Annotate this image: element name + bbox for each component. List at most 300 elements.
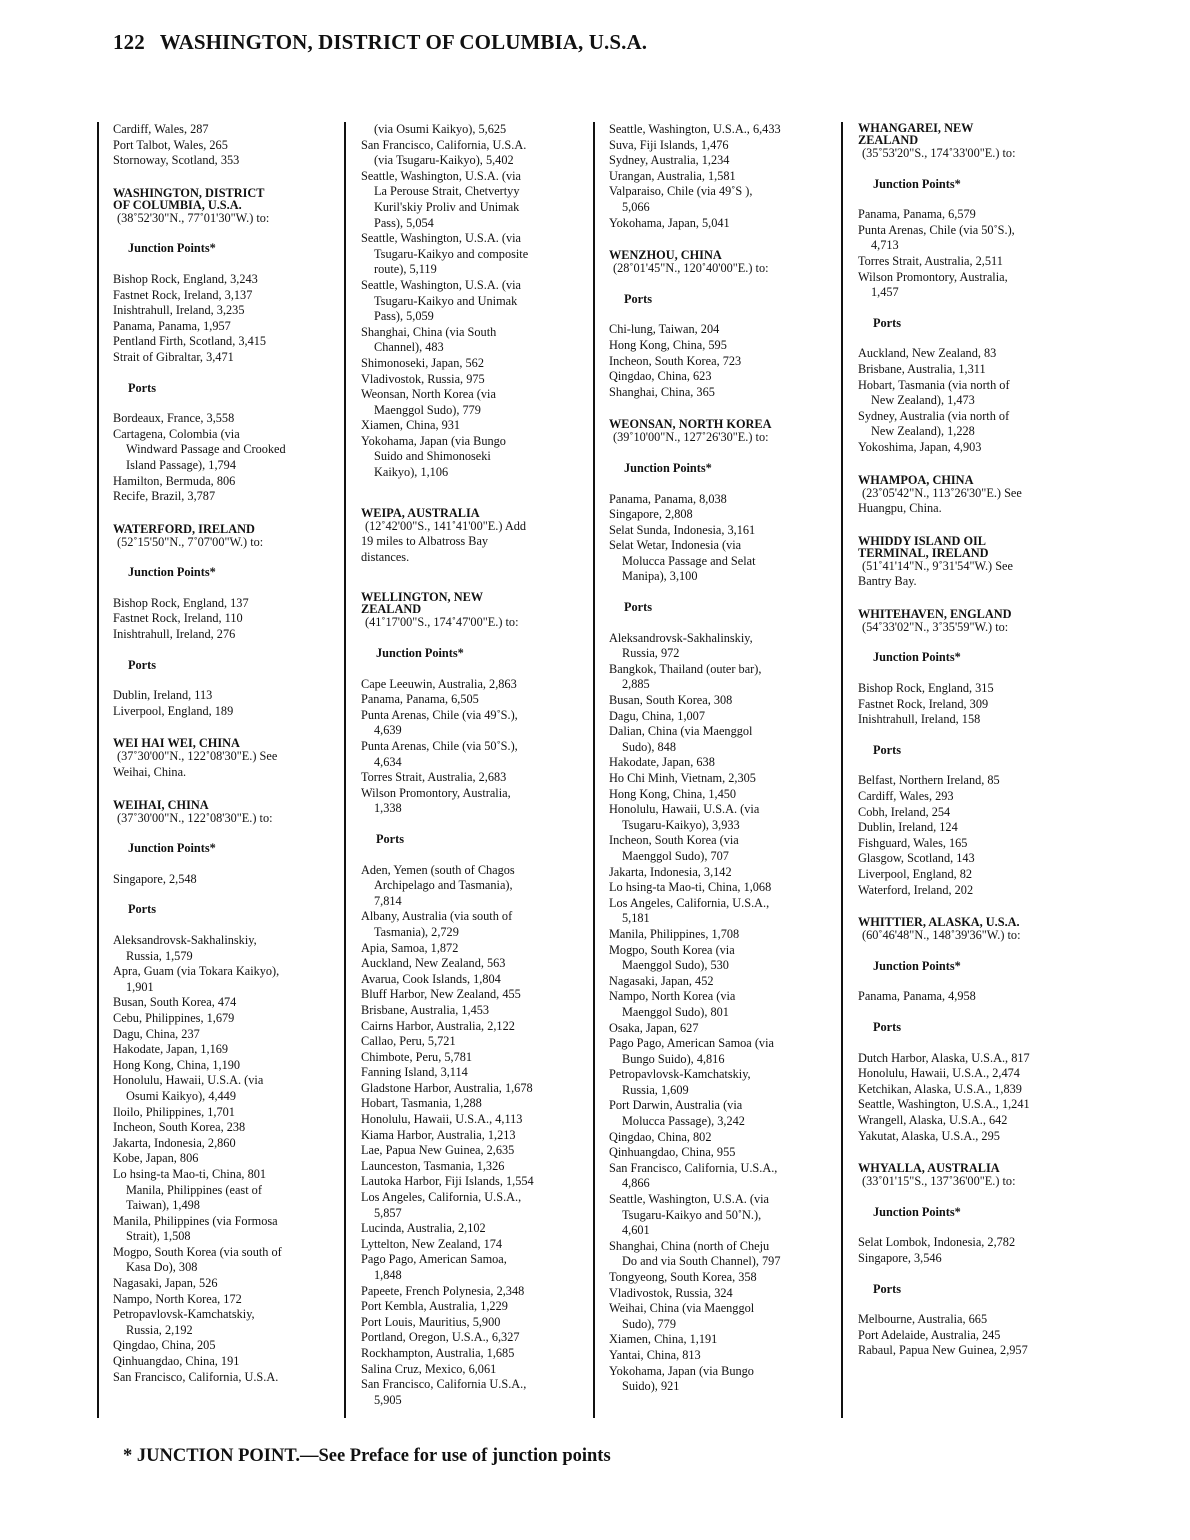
entry-heading: WASHINGTON, DISTRICT	[113, 185, 265, 200]
entry-list	[609, 122, 835, 231]
section-heading: Ports	[624, 600, 652, 615]
entry-line: Sudo), 779	[622, 1316, 676, 1331]
entry-line: Port Adelaide, Australia, 245	[858, 1327, 1001, 1342]
entry-line: Kiama Harbor, Australia, 1,213	[361, 1127, 516, 1142]
entry-line: Russia, 1,609	[622, 1082, 689, 1097]
section-heading: Ports	[128, 657, 156, 672]
entry-line: Pentland Firth, Scotland, 3,415	[113, 334, 267, 349]
entry-list	[858, 1235, 1084, 1266]
entry-heading: WHITEHAVEN, ENGLAND	[858, 606, 1012, 621]
entry-line: Cartagena, Colombia (via	[113, 426, 240, 441]
entry-line: Punta Arenas, Chile (via 49˚S.),	[361, 707, 518, 722]
entry-line: Selat Lombok, Indonesia, 2,782	[858, 1235, 1016, 1250]
entry-note: 19 miles to Albatross Bay	[361, 534, 489, 549]
entry-line: Xiamen, China, 931	[361, 418, 461, 433]
entry-line: Strait of Gibraltar, 3,471	[113, 349, 234, 364]
entry-line: Manipa), 3,100	[622, 569, 698, 584]
entry-line: La Perouse Strait, Chetvertyy	[374, 184, 520, 199]
entry-list	[113, 596, 339, 643]
entry-line: Fastnet Rock, Ireland, 110	[113, 611, 243, 626]
entry-line: Rockhampton, Australia, 1,685	[361, 1345, 515, 1360]
section-heading: Ports	[376, 831, 404, 846]
section-heading: Ports	[873, 742, 901, 757]
entry-heading: WATERFORD, IRELAND	[113, 521, 255, 536]
entry-coordinates: (38˚52'30"N., 77˚01'30"W.) to:	[117, 210, 270, 225]
entry-list	[858, 681, 1084, 728]
entry-line: Pago Pago, American Samoa (via	[609, 1036, 774, 1051]
entry-line: Bishop Rock, England, 315	[858, 681, 994, 696]
entry-line: New Zealand), 1,228	[871, 424, 975, 439]
entry-line: Sydney, Australia, 1,234	[609, 153, 730, 168]
entry-line: Incheon, South Korea (via	[609, 833, 739, 848]
entry-line: 2,885	[622, 677, 650, 692]
entry-coordinates: (51˚41'14"N., 9˚31'54"W.) See	[862, 558, 1013, 573]
section-heading: Junction Points*	[873, 958, 961, 973]
entry-line: New Zealand), 1,473	[871, 393, 975, 408]
entry-list	[361, 863, 587, 1409]
entry-line: Apra, Guam (via Tokara Kaikyo),	[113, 964, 280, 979]
entry-line: Cairns Harbor, Australia, 2,122	[361, 1018, 515, 1033]
entry-coordinates: (41˚17'00"S., 174˚47'00"E.) to:	[365, 615, 519, 630]
entry-heading: WEIHAI, CHINA	[113, 797, 209, 812]
entry-line: Incheon, South Korea, 723	[609, 353, 742, 368]
entry-line: Lyttelton, New Zealand, 174	[361, 1236, 503, 1251]
column-3	[609, 122, 835, 1395]
entry-line: Hakodate, Japan, 1,169	[113, 1042, 229, 1057]
entry-line: Iloilo, Philippines, 1,701	[113, 1104, 235, 1119]
entry-line: Wrangell, Alaska, U.S.A., 642	[858, 1112, 1008, 1127]
entry-wellington	[361, 591, 587, 1408]
entry-line: Windward Passage and Crooked	[126, 442, 286, 457]
entry-line: Manila, Philippines, 1,708	[609, 926, 740, 941]
entry-line: 5,857	[374, 1205, 402, 1220]
entry-line: Valparaiso, Chile (via 49˚S ),	[609, 184, 753, 199]
entry-line: Tsugaru-Kaikyo and 50˚N.),	[622, 1207, 762, 1222]
entry-list	[858, 207, 1084, 301]
entry-line: Suido and Shimonoseki	[374, 449, 491, 464]
entry-line: Weihai, China (via Maenggol	[609, 1301, 755, 1316]
entry-line: San Francisco, California, U.S.A.	[113, 1369, 279, 1384]
entry-line: Petropavlovsk-Kamchatskiy,	[113, 1307, 255, 1322]
entry-line: Singapore, 2,548	[113, 871, 197, 886]
entry-line: Cardiff, Wales, 293	[858, 789, 954, 804]
entry-line: Rabaul, Papua New Guinea, 2,957	[858, 1343, 1028, 1358]
section-heading: Junction Points*	[624, 460, 712, 475]
column-2	[361, 122, 587, 1408]
entry-list	[113, 688, 339, 719]
section-heading: Junction Points*	[873, 650, 961, 665]
entry-line: Bishop Rock, England, 137	[113, 595, 249, 610]
entry-line: Strait), 1,508	[126, 1229, 191, 1244]
entry-line: Fanning Island, 3,114	[361, 1065, 468, 1080]
entry-line: Hobart, Tasmania, 1,288	[361, 1096, 482, 1111]
entry-note: Huangpu, China.	[858, 501, 942, 516]
entry-line: Kasa Do), 308	[126, 1260, 198, 1275]
entry-line: Molucca Passage), 3,242	[622, 1114, 745, 1129]
entry-note: Bantry Bay.	[858, 574, 917, 589]
entry-coordinates: (37˚30'00"N., 122˚08'30"E.) to:	[117, 810, 273, 825]
entry-line: Yokohama, Japan (via Bungo	[361, 433, 506, 448]
entry-line: Kobe, Japan, 806	[113, 1151, 199, 1166]
section-heading: Ports	[624, 291, 652, 306]
entry-line: Russia, 1,579	[126, 948, 193, 963]
entry-line: Panama, Panama, 8,038	[609, 491, 727, 506]
entry-line: Ketchikan, Alaska, U.S.A., 1,839	[858, 1081, 1022, 1096]
entry-heading: TERMINAL, IRELAND	[858, 545, 989, 560]
entry-line: Bishop Rock, England, 3,243	[113, 271, 258, 286]
entry-weihai	[113, 799, 339, 1386]
entry-line: Apia, Samoa, 1,872	[361, 940, 459, 955]
entry-line: Fastnet Rock, Ireland, 3,137	[113, 287, 253, 302]
entry-line: Dutch Harbor, Alaska, U.S.A., 817	[858, 1050, 1030, 1065]
entry-line: Cape Leeuwin, Australia, 2,863	[361, 676, 517, 691]
entry-line: Busan, South Korea, 474	[113, 995, 237, 1010]
entry-line: Dagu, China, 237	[113, 1026, 200, 1041]
entry-list	[113, 933, 339, 1385]
entry-line: Honolulu, Hawaii, U.S.A., 4,113	[361, 1112, 523, 1127]
entry-line: Archipelago and Tasmania),	[374, 878, 513, 893]
entry-list	[858, 989, 1084, 1005]
entry-line: Dublin, Ireland, 124	[858, 820, 958, 835]
entry-coordinates: (35˚53'20"S., 174˚33'00"E.) to:	[862, 146, 1016, 160]
entry-line: Belfast, Northern Ireland, 85	[858, 773, 1000, 788]
entry-line: Liverpool, England, 189	[113, 703, 234, 718]
entry-coordinates: (23˚05'42"N., 113˚26'30"E.) See	[862, 485, 1022, 500]
entry-line: Sydney, Australia (via north of	[858, 408, 1010, 423]
column-rule	[97, 122, 99, 1418]
entry-heading: WHAMPOA, CHINA	[858, 472, 974, 487]
entry-list	[113, 272, 339, 366]
entry-line: Shanghai, China (north of Cheju	[609, 1238, 770, 1253]
entry-line: Mogpo, South Korea (via south of	[113, 1244, 282, 1259]
entry-line: Portland, Oregon, U.S.A., 6,327	[361, 1330, 520, 1345]
entry-line: Osumi Kaikyo), 4,449	[126, 1088, 236, 1103]
entry-line: Punta Arenas, Chile (via 50˚S.),	[361, 739, 518, 753]
entry-heading: WHYALLA, AUSTRALIA	[858, 1161, 1000, 1176]
entry-coordinates: (33˚01'15"S., 137˚36'00"E.) to:	[862, 1174, 1016, 1189]
entry-line: Osaka, Japan, 627	[609, 1020, 699, 1035]
entry-line: Tsugaru-Kaikyo and composite	[374, 246, 529, 261]
entry-line: Auckland, New Zealand, 563	[361, 956, 506, 971]
entry-waterford	[113, 523, 339, 720]
entry-list	[361, 677, 587, 817]
entry-line: Xiamen, China, 1,191	[609, 1332, 718, 1347]
section-heading: Ports	[873, 1019, 901, 1034]
entry-heading: WHIDDY ISLAND OIL	[858, 533, 987, 548]
entry-line: Bluff Harbor, New Zealand, 455	[361, 987, 521, 1002]
entry-line: Torres Strait, Australia, 2,511	[858, 253, 1003, 268]
entry-washington	[113, 187, 339, 505]
entry-whittier	[858, 916, 1084, 1144]
entry-line: Channel), 483	[374, 340, 444, 355]
section-heading: Junction Points*	[128, 565, 216, 580]
entry-line: Port Louis, Mauritius, 5,900	[361, 1314, 501, 1329]
entry-line: Papeete, French Polynesia, 2,348	[361, 1283, 525, 1298]
entry-line: Shanghai, China (via South	[361, 324, 497, 339]
entry-line: Yokohama, Japan, 5,041	[609, 215, 730, 230]
entry-coordinates: (39˚10'00"N., 127˚26'30"E.) to:	[613, 430, 769, 445]
entry-line: Maenggol Sudo), 530	[622, 958, 729, 973]
entry-line: Cobh, Ireland, 254	[858, 804, 951, 819]
entry-line: Seattle, Washington, U.S.A. (via	[361, 231, 521, 246]
entry-line: Liverpool, England, 82	[858, 867, 973, 881]
entry-line: Brisbane, Australia, 1,311	[858, 361, 986, 376]
entry-line: 5,066	[622, 199, 650, 214]
column-rule	[593, 122, 595, 1418]
entry-line: Panama, Panama, 6,579	[858, 207, 976, 222]
entry-line: Punta Arenas, Chile (via 50˚S.),	[858, 222, 1015, 237]
entry-line: Brisbane, Australia, 1,453	[361, 1002, 490, 1017]
entry-line: Petropavlovsk-Kamchatskiy,	[609, 1067, 751, 1082]
entry-line: Hakodate, Japan, 638	[609, 755, 715, 770]
entry-line: San Francisco, California U.S.A.,	[361, 1377, 527, 1392]
entry-coordinates: (28˚01'45"N., 120˚40'00"E.) to:	[613, 261, 769, 276]
entry-line: Hong Kong, China, 595	[609, 337, 727, 352]
entry-list	[113, 122, 339, 169]
section-heading: Junction Points*	[128, 241, 216, 256]
entry-line: Panama, Panama, 6,505	[361, 692, 479, 707]
entry-heading: WELLINGTON, NEW	[361, 590, 484, 605]
entry-list	[113, 411, 339, 505]
entry-line: Honolulu, Hawaii, U.S.A. (via	[113, 1073, 264, 1088]
entry-line: Honolulu, Hawaii, U.S.A. (via	[609, 802, 760, 817]
entry-line: Suido), 921	[622, 1379, 680, 1394]
entry-line: Molucca Passage and Selat	[622, 553, 756, 568]
entry-line: Port Darwin, Australia (via	[609, 1098, 743, 1113]
entry-line: Dublin, Ireland, 113	[113, 688, 213, 703]
column-rule	[841, 122, 843, 1418]
entry-line: Qingdao, China, 205	[113, 1338, 216, 1353]
entry-line: Vladivostok, Russia, 324	[609, 1285, 733, 1300]
entry-line: Qinhuangdao, China, 191	[113, 1354, 240, 1369]
entry-line: Shimonoseki, Japan, 562	[361, 355, 484, 370]
entry-wei-hai-wei	[113, 737, 339, 780]
entry-list	[113, 872, 339, 888]
entry-whampoa	[858, 474, 1084, 517]
entry-line: Lucinda, Australia, 2,102	[361, 1221, 486, 1236]
entry-line: Island Passage), 1,794	[126, 457, 236, 472]
entry-line: Albany, Australia (via south of	[361, 909, 513, 924]
entry-line: Auckland, New Zealand, 83	[858, 346, 997, 361]
entry-line: Suva, Fiji Islands, 1,476	[609, 137, 729, 152]
entry-heading: WEONSAN, NORTH KOREA	[609, 417, 772, 432]
entry-line: Yakutat, Alaska, U.S.A., 295	[858, 1128, 1000, 1143]
entry-line: Lae, Papua New Guinea, 2,635	[361, 1143, 515, 1158]
entry-line: 4,713	[871, 238, 899, 253]
entry-line: Honolulu, Hawaii, U.S.A., 2,474	[858, 1066, 1020, 1081]
entry-line: 4,601	[622, 1223, 650, 1238]
section-heading: Junction Points*	[376, 646, 464, 661]
entry-line: Tasmania), 2,729	[374, 924, 459, 939]
entry-line: Fishguard, Wales, 165	[858, 835, 968, 850]
entry-line: Seattle, Washington, U.S.A., 6,433	[609, 122, 781, 136]
entry-whangarei	[858, 122, 1084, 456]
entry-line: Nagasaki, Japan, 452	[609, 973, 714, 988]
entry-line: Fastnet Rock, Ireland, 309	[858, 696, 989, 711]
entry-line: Jakarta, Indonesia, 2,860	[113, 1135, 236, 1150]
entry-heading: ZEALAND	[361, 602, 422, 617]
entry-line: Bangkok, Thailand (outer bar),	[609, 661, 762, 676]
entry-line: Sudo), 848	[622, 739, 676, 754]
section-heading: Ports	[128, 902, 156, 917]
entry-line: Los Angeles, California, U.S.A.,	[361, 1190, 522, 1205]
entry-list	[858, 1051, 1084, 1145]
entry-heading: WHANGAREI, NEW	[858, 121, 974, 135]
entry-line: Pago Pago, American Samoa,	[361, 1252, 507, 1267]
page-title: WASHINGTON, DISTRICT OF COLUMBIA, U.S.A.	[159, 30, 648, 54]
entry-line: Inishtrahull, Ireland, 158	[858, 712, 981, 727]
entry-line: Yokoshima, Japan, 4,903	[858, 439, 982, 454]
entry-line: Ho Chi Minh, Vietnam, 2,305	[609, 771, 756, 785]
entry-line: Russia, 2,192	[126, 1322, 193, 1337]
entry-line: Dalian, China (via Maenggol	[609, 724, 753, 739]
entry-line: 5,181	[622, 911, 650, 926]
entry-heading: OF COLUMBIA, U.S.A.	[113, 197, 242, 212]
entry-line: Hobart, Tasmania (via north of	[858, 377, 1010, 392]
page-header	[113, 30, 647, 55]
entry-line: San Francisco, California, U.S.A.,	[609, 1160, 778, 1175]
entry-list	[609, 631, 835, 1395]
entry-line: Singapore, 2,808	[609, 507, 693, 522]
entry-line: Avarua, Cook Islands, 1,804	[361, 971, 501, 986]
entry-line: (via Tsugaru-Kaikyo), 5,402	[374, 153, 514, 168]
entry-list	[609, 492, 835, 586]
entry-line: Hong Kong, China, 1,190	[113, 1057, 241, 1072]
entry-line: Bungo Suido), 4,816	[622, 1051, 725, 1066]
entry-whitehaven	[858, 608, 1084, 898]
entry-line: Inishtrahull, Ireland, 3,235	[113, 303, 245, 318]
entry-whiddy-island	[858, 535, 1084, 590]
entry-line: Busan, South Korea, 308	[609, 693, 733, 708]
entry-line: Aleksandrovsk-Sakhalinskiy,	[609, 630, 753, 645]
page-number: 122	[113, 30, 145, 54]
section-heading: Junction Points*	[128, 841, 216, 856]
entry-line: (via Osumi Kaikyo), 5,625	[374, 122, 507, 136]
entry-line: Jakarta, Indonesia, 3,142	[609, 864, 732, 879]
entry-line: 1,901	[126, 979, 154, 994]
entry-line: 7,814	[374, 893, 402, 908]
entry-line: Selat Sunda, Indonesia, 3,161	[609, 522, 756, 537]
entry-heading: ZEALAND	[858, 133, 919, 147]
entry-line: Aleksandrovsk-Sakhalinskiy,	[113, 933, 257, 947]
entry-coordinates: (60˚46'48"N., 148˚39'36"W.) to:	[862, 928, 1021, 943]
entry-line: Pass), 5,059	[374, 309, 434, 324]
entry-line: Glasgow, Scotland, 143	[858, 851, 975, 866]
entry-line: Launceston, Tasmania, 1,326	[361, 1158, 505, 1173]
entry-line: Selat Wetar, Indonesia (via	[609, 538, 742, 553]
entry-line: Cardiff, Wales, 287	[113, 122, 209, 136]
entry-list	[858, 773, 1084, 898]
entry-coordinates: (52˚15'50"N., 7˚07'00"W.) to:	[117, 534, 264, 549]
entry-line: Weonsan, North Korea (via	[361, 387, 496, 402]
entry-line: Melbourne, Australia, 665	[858, 1312, 988, 1327]
entry-line: Panama, Panama, 1,957	[113, 318, 231, 333]
entry-line: Chimbote, Peru, 5,781	[361, 1049, 473, 1064]
entry-heading: WEI HAI WEI, CHINA	[113, 736, 240, 751]
entry-line: Salina Cruz, Mexico, 6,061	[361, 1361, 497, 1376]
entry-line: Taiwan), 1,498	[126, 1198, 200, 1213]
entry-line: Inishtrahull, Ireland, 276	[113, 627, 236, 642]
entry-line: Seattle, Washington, U.S.A., 1,241	[858, 1097, 1030, 1112]
entry-line: Mogpo, South Korea (via	[609, 942, 735, 957]
entry-line: Dagu, China, 1,007	[609, 708, 705, 723]
entry-list	[858, 1312, 1084, 1359]
entry-line: Bordeaux, France, 3,558	[113, 411, 235, 426]
entry-line: 1,848	[374, 1268, 402, 1282]
entry-line: Aden, Yemen (south of Chagos	[361, 862, 515, 877]
entry-line: Hamilton, Bermuda, 806	[113, 473, 236, 488]
entry-line: Port Kembla, Australia, 1,229	[361, 1299, 508, 1314]
entry-line: Cebu, Philippines, 1,679	[113, 1010, 235, 1025]
entry-line: Nampo, North Korea, 172	[113, 1291, 242, 1306]
footnote: * JUNCTION POINT.—See Preface for use of junction points	[123, 1446, 611, 1466]
entry-note: Weihai, China.	[113, 765, 187, 780]
entry-line: Maenggol Sudo), 801	[622, 1004, 729, 1019]
entry-heading: WEIPA, AUSTRALIA	[361, 505, 480, 520]
entry-line: Gladstone Harbor, Australia, 1,678	[361, 1080, 533, 1095]
entry-line: Hong Kong, China, 1,450	[609, 786, 737, 801]
entry-line: San Francisco, California, U.S.A.	[361, 137, 527, 152]
entry-whyalla	[858, 1162, 1084, 1359]
section-heading: Junction Points*	[873, 1204, 961, 1219]
entry-list	[858, 346, 1084, 455]
entry-line: Qingdao, China, 623	[609, 369, 712, 384]
entry-line: Nampo, North Korea (via	[609, 989, 736, 1004]
entry-line: route), 5,119	[374, 262, 437, 277]
entry-line: 1,338	[374, 801, 402, 816]
entry-line: Recife, Brazil, 3,787	[113, 489, 216, 504]
entry-line: Kuril'skiy Proliv and Unimak	[374, 199, 520, 214]
entry-line: Maenggol Sudo), 779	[374, 402, 481, 417]
entry-line: Manila, Philippines (east of	[126, 1182, 262, 1197]
entry-line: Qingdao, China, 802	[609, 1129, 712, 1144]
entry-line: 5,905	[374, 1392, 402, 1407]
section-heading: Ports	[873, 1281, 901, 1296]
entry-wenzhou	[609, 249, 835, 400]
entry-line: Seattle, Washington, U.S.A. (via	[609, 1192, 769, 1207]
entry-line: Stornoway, Scotland, 353	[113, 153, 240, 168]
entry-line: Maenggol Sudo), 707	[622, 848, 729, 863]
entry-coordinates: (37˚30'00"N., 122˚08'30"E.) See	[117, 749, 278, 764]
entry-line: 4,866	[622, 1176, 650, 1191]
entry-line: Chi-lung, Taiwan, 204	[609, 322, 720, 337]
entry-line: Pass), 5,054	[374, 215, 434, 230]
section-heading: Ports	[128, 380, 156, 395]
section-heading: Ports	[873, 315, 901, 330]
entry-line: Seattle, Washington, U.S.A. (via	[361, 277, 521, 292]
entry-line: Tsugaru-Kaikyo), 3,933	[622, 817, 740, 832]
entry-line: Manila, Philippines (via Formosa	[113, 1213, 278, 1228]
entry-line: Wilson Promontory, Australia,	[858, 269, 1008, 284]
entry-line: Seattle, Washington, U.S.A. (via	[361, 168, 521, 183]
entry-line: 4,634	[374, 754, 402, 769]
entry-list	[609, 322, 835, 400]
entry-note: distances.	[361, 549, 410, 564]
entry-line: Kaikyo), 1,106	[374, 465, 449, 480]
entry-line: Russia, 972	[622, 646, 680, 661]
entry-line: Callao, Peru, 5,721	[361, 1034, 456, 1049]
entry-line: Panama, Panama, 4,958	[858, 989, 976, 1004]
entry-line: Waterford, Ireland, 202	[858, 882, 974, 897]
entry-line: Nagasaki, Japan, 526	[113, 1276, 218, 1291]
entry-list	[361, 122, 587, 481]
entry-coordinates: (54˚33'02"N., 3˚35'59"W.) to:	[862, 619, 1009, 634]
column-1	[113, 122, 339, 1385]
entry-line: Tsugaru-Kaikyo and Unimak	[374, 293, 518, 308]
entry-line: Singapore, 3,546	[858, 1250, 942, 1265]
entry-line: Qinhuangdao, China, 955	[609, 1145, 736, 1160]
entry-line: Lo hsing-ta Mao-ti, China, 1,068	[609, 880, 772, 895]
